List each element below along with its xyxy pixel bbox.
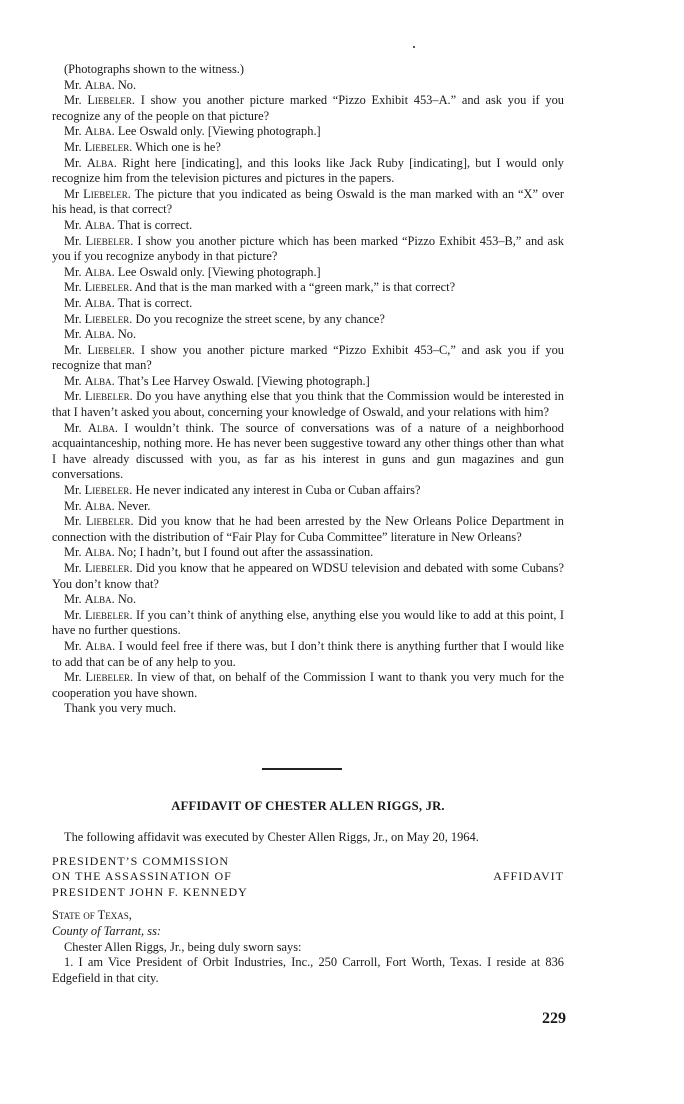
- speaker-title: Mr.: [64, 545, 82, 560]
- speaker-title: Mr.: [64, 77, 82, 92]
- speaker-title: Mr.: [64, 607, 82, 622]
- speaker-title: Mr.: [64, 342, 82, 357]
- speaker-name: Liebeler.: [84, 483, 133, 498]
- speech-text: No; I hadn’t, but I found out after the assassination.: [117, 545, 374, 560]
- speaker-title: Mr.: [64, 592, 82, 607]
- speech-text: Lee Oswald only. [Viewing photograph.]: [117, 264, 321, 279]
- speaker-name: Alba.: [84, 545, 115, 560]
- testimony-paragraph: [52, 343, 564, 374]
- caption-line: ON THE ASSASSINATION OF: [52, 869, 232, 884]
- speaker-name: Liebeler.: [85, 514, 134, 529]
- speaker-name: Alba.: [84, 264, 115, 279]
- speaker-name: Alba.: [84, 124, 115, 139]
- speaker-name: Liebeler.: [83, 186, 131, 201]
- speech-text: Which one is he?: [135, 139, 221, 154]
- testimony-paragraph: [52, 312, 564, 328]
- caption-line: PRESIDENT’S COMMISSION: [52, 853, 230, 868]
- speech-text: No.: [117, 77, 137, 92]
- speaker-title: Mr.: [64, 389, 82, 404]
- speaker-title: Mr: [64, 186, 80, 201]
- speaker-name: Alba.: [84, 77, 115, 92]
- speaker-title: Mr.: [64, 420, 82, 435]
- caption-affidavit-label: AFFIDAVIT: [493, 869, 564, 884]
- sworn-statement: Chester Allen Riggs, Jr., being duly sworn says:: [64, 939, 302, 954]
- testimony-paragraph: [52, 140, 564, 156]
- speech-text: Lee Oswald only. [Viewing photograph.]: [117, 124, 321, 139]
- affidavit-intro: The following affidavit was executed by Chester Allen Riggs, Jr., on May 20, 1964.: [64, 830, 479, 844]
- speaker-name: Liebeler.: [85, 233, 134, 248]
- speech-text: The picture that you indicated as being Oswald is the man marked with an “X” over his head, is that correct?: [52, 186, 564, 217]
- speaker-name: Liebeler.: [84, 561, 133, 575]
- testimony-paragraph: [52, 592, 564, 608]
- testimony-paragraph: [52, 639, 564, 670]
- speech-text: If you can’t think of anything else, anything else you would like to add at this point, I have no further questions.: [52, 607, 564, 638]
- speech-text: And that is the man marked with a “green mark,” is that correct?: [134, 280, 456, 295]
- speaker-name: Alba.: [84, 592, 115, 607]
- speaker-name: Liebeler.: [84, 311, 133, 326]
- testimony-paragraph: [52, 265, 564, 281]
- page-number: 229: [542, 1010, 566, 1027]
- speaker-title: Mr.: [64, 498, 82, 513]
- testimony-paragraph: [52, 499, 564, 515]
- speaker-title: Mr.: [64, 514, 82, 529]
- testimony-paragraph: [52, 156, 564, 187]
- speech-text: I show you another picture marked “Pizzo Exhibit 453–C,” and ask you if you recognize that man?: [52, 342, 564, 373]
- testimony-paragraph: [52, 78, 564, 94]
- speaker-title: Mr.: [64, 93, 82, 108]
- speaker-title: Mr.: [64, 295, 82, 310]
- speech-text: In view of that, on behalf of the Commission I want to thank you very much for the cooperation you have shown.: [52, 670, 564, 700]
- speaker-title: Mr.: [64, 638, 82, 653]
- venue-state: State of Texas,: [52, 908, 132, 923]
- testimony-transcript: [52, 62, 564, 717]
- speech-text: I show you another picture which has been marked “Pizzo Exhibit 453–B,” and ask you if you recognize anybody in that picture?: [52, 233, 564, 264]
- speech-text: That is correct.: [117, 295, 193, 310]
- speaker-title: Mr.: [64, 311, 82, 326]
- speech-text: Do you have anything else that you think that the Commission would be interested in that I haven’t asked you about, concerning your knowledge of Oswald, and your relations with him?: [52, 389, 564, 420]
- testimony-paragraph: [52, 670, 564, 701]
- affidavit-paragraph-1: 1. I am Vice President of Orbit Industries, Inc., 250 Carroll, Fort Worth, Texas. I reside at 836 Edgefield in that city.: [52, 955, 564, 985]
- speaker-title: Mr.: [64, 327, 82, 342]
- testimony-paragraph: [52, 296, 564, 312]
- speech-text: Never.: [117, 498, 151, 513]
- speech-text: That is correct.: [117, 217, 193, 232]
- speaker-name: Liebeler.: [84, 139, 133, 154]
- speech-text: No.: [117, 592, 137, 607]
- speaker-name: Alba.: [84, 295, 115, 310]
- speaker-name: Liebeler.: [87, 342, 136, 357]
- speaker-name: Alba.: [84, 498, 115, 513]
- testimony-paragraph: [52, 389, 564, 420]
- speaker-title: Mr.: [64, 264, 82, 279]
- speech-text: Right here [indicating], and this looks like Jack Ruby [indicating], but I would only recognize him from the television pictures and pictures in the papers.: [52, 155, 564, 186]
- speaker-name: Liebeler.: [84, 280, 133, 295]
- speech-text: I show you another picture marked “Pizzo Exhibit 453–A.” and ask you if you recognize any of the people on that picture?: [52, 93, 564, 123]
- speaker-title: Mr.: [64, 217, 82, 232]
- speaker-title: Mr.: [64, 280, 82, 295]
- speaker-name: Alba.: [84, 373, 115, 388]
- speaker-title: Mr.: [64, 139, 82, 154]
- testimony-paragraph: [52, 93, 564, 124]
- speaker-title: Mr.: [64, 124, 82, 139]
- speaker-name: Liebeler.: [84, 607, 133, 622]
- speech-text: I would feel free if there was, but I don’t think there is anything further that I would like to add that can be of any help to you.: [52, 638, 564, 669]
- speech-text: Did you know that he appeared on WDSU television and debated with some Cubans? You don’t know that?: [52, 561, 564, 591]
- speaker-title: Mr.: [64, 483, 82, 498]
- speaker-name: Alba.: [87, 420, 118, 435]
- speaker-name: Alba.: [84, 327, 115, 342]
- testimony-paragraph: [52, 514, 564, 545]
- speaker-name: Liebeler.: [87, 93, 135, 108]
- speaker-name: Alba.: [84, 217, 115, 232]
- speaker-name: Alba.: [85, 638, 116, 653]
- speech-text: I wouldn’t think. The source of conversations was of a nature of a neighborhood acquaintanceship, nothing more. He has never been suggestive toward any other things other than what I have already discussed with you, as far as his interest in guns and gun magazines and gun conversations.: [52, 420, 564, 482]
- speaker-title: Mr.: [64, 561, 82, 575]
- testimony-paragraph: [52, 608, 564, 639]
- testimony-paragraph: [52, 374, 564, 390]
- speaker-name: Alba.: [86, 155, 117, 170]
- speech-text: Did you know that he had been arrested by the New Orleans Police Department in connection with the distribution of “Fair Play for Cuba Committee” literature in New Orleans?: [52, 514, 564, 544]
- speech-text: (Photographs shown to the witness.): [64, 62, 244, 76]
- speech-text: No.: [117, 327, 137, 342]
- testimony-paragraph: [52, 280, 564, 296]
- affidavit-body: [52, 830, 564, 986]
- testimony-paragraph: [52, 187, 564, 218]
- venue-county: County of Tarrant, ss:: [52, 923, 162, 938]
- speech-text: He never indicated any interest in Cuba or Cuban affairs?: [135, 483, 421, 498]
- speech-text: Thank you very much.: [64, 701, 177, 716]
- testimony-paragraph: [52, 218, 564, 234]
- testimony-paragraph: [52, 234, 564, 265]
- testimony-paragraph: [52, 701, 564, 717]
- speech-text: Do you recognize the street scene, by any chance?: [135, 311, 385, 326]
- caption-line: PRESIDENT JOHN F. KENNEDY: [52, 884, 248, 899]
- testimony-paragraph: [52, 561, 564, 592]
- testimony-paragraph: [52, 421, 564, 483]
- affidavit-heading: AFFIDAVIT OF CHESTER ALLEN RIGGS, JR.: [171, 799, 445, 813]
- speaker-title: Mr.: [64, 373, 82, 388]
- testimony-paragraph: [52, 327, 564, 343]
- speaker-title: Mr.: [64, 155, 82, 170]
- speaker-title: Mr.: [64, 670, 82, 685]
- testimony-paragraph: [52, 545, 564, 561]
- speech-text: That’s Lee Harvey Oswald. [Viewing photograph.]: [117, 373, 370, 388]
- speaker-name: Liebeler.: [85, 389, 133, 404]
- testimony-paragraph: [52, 62, 564, 78]
- section-divider: [262, 768, 342, 770]
- scan-speck: [413, 46, 415, 48]
- testimony-paragraph: [52, 124, 564, 140]
- speaker-title: Mr.: [64, 233, 82, 248]
- testimony-paragraph: [52, 483, 564, 499]
- speaker-name: Liebeler.: [85, 670, 134, 685]
- commission-caption: [52, 854, 564, 901]
